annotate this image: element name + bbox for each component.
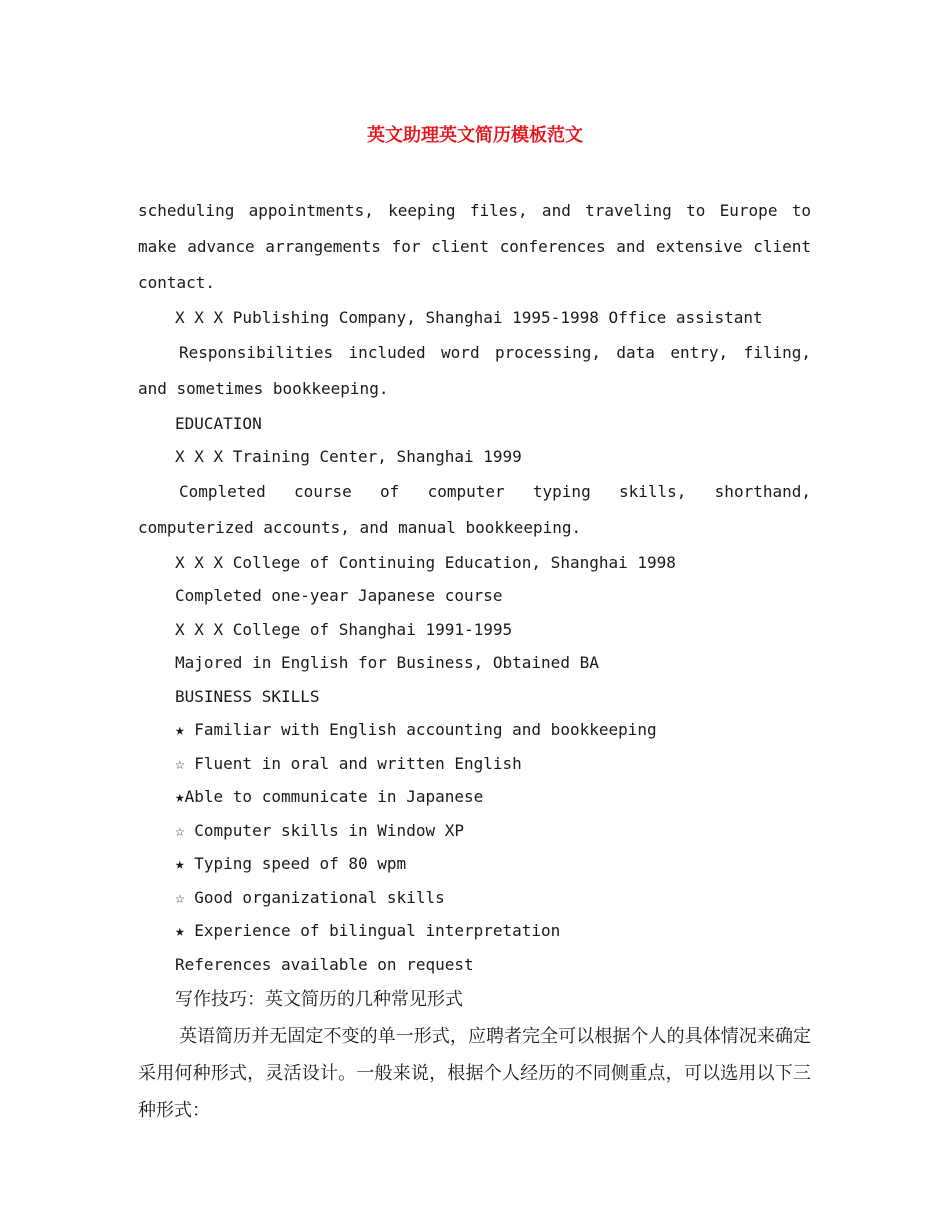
section-heading-writing-tips: 写作技巧：英文简历的几种常见形式 bbox=[175, 989, 463, 1010]
education-entry-continuing-education: X X X College of Continuing Education, Shanghai 1998 bbox=[175, 552, 676, 572]
skill-item: ☆ Good organizational skills bbox=[175, 887, 445, 907]
education-entry-college: X X X College of Shanghai 1991-1995 bbox=[175, 619, 513, 639]
section-heading-education: EDUCATION bbox=[175, 413, 262, 433]
education-entry-training-center: X X X Training Center, Shanghai 1999 bbox=[175, 447, 522, 466]
skill-item: ★ Experience of bilingual interpretation bbox=[175, 921, 561, 940]
education-detail-japanese-course: Completed one-year Japanese course bbox=[175, 586, 503, 605]
section-heading-business-skills: BUSINESS SKILLS bbox=[175, 686, 320, 706]
skill-item: ☆ Computer skills in Window XP bbox=[175, 820, 464, 840]
references-note: References available on request bbox=[175, 954, 474, 974]
document-title: 英文助理英文简历模板范文 bbox=[367, 125, 583, 146]
skill-item: ★ Familiar with English accounting and bookkeeping bbox=[175, 720, 657, 739]
paragraph-training-course: Completed course of computer typing skills, shorthand, computerized accounts, and manual bookkeeping. bbox=[138, 481, 811, 537]
education-detail-major: Majored in English for Business, Obtained BA bbox=[175, 653, 599, 672]
skill-item: ★ Typing speed of 80 wpm bbox=[175, 854, 407, 873]
paragraph-resume-forms: 英语简历并无固定不变的单一形式，应聘者完全可以根据个人的具体情况来确定采用何种形式，灵活设计。一般来说，根据个人经历的不同侧重点，可以选用以下三种形式： bbox=[138, 1026, 811, 1121]
job-entry-publishing-company: X X X Publishing Company, Shanghai 1995-1998 Office assistant bbox=[175, 308, 763, 327]
paragraph-responsibilities: Responsibilities included word processing, data entry, filing, and sometimes bookkeeping. bbox=[138, 342, 811, 398]
skill-item: ☆ Fluent in oral and written English bbox=[175, 753, 522, 773]
paragraph-experience-continued: scheduling appointments, keeping files, and traveling to Europe to make advance arrangements for client conferences and extensive client contact. bbox=[138, 201, 811, 292]
document-body bbox=[138, 193, 811, 1129]
skill-item: ★Able to communicate in Japanese bbox=[175, 787, 484, 806]
